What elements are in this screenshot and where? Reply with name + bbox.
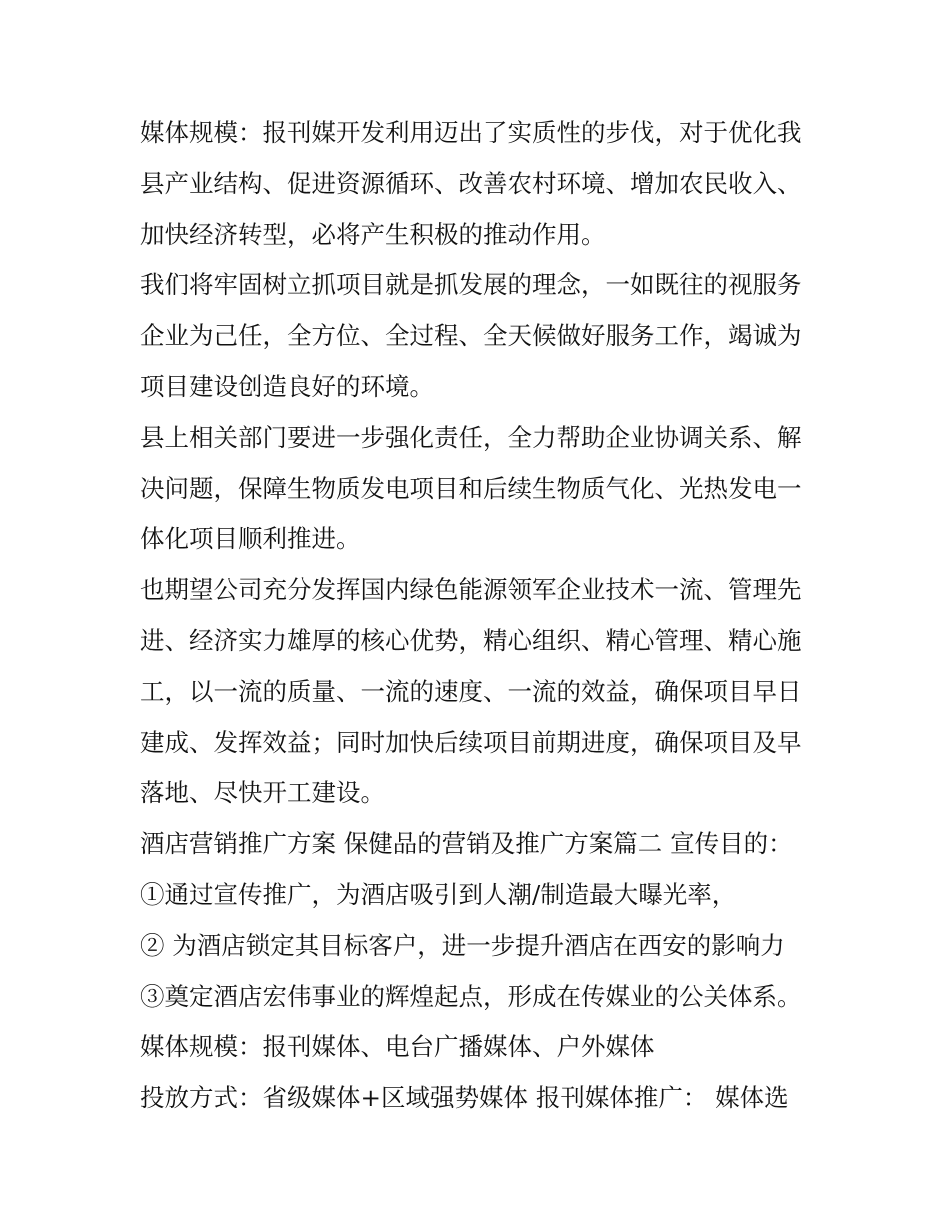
paragraph <box>140 565 820 819</box>
text-line: ③奠定酒店宏伟事业的辉煌起点，形成在传媒业的公关体系。 <box>140 981 802 1011</box>
text-line: 体化项目顺利推进。 <box>140 524 361 554</box>
document-body <box>140 108 820 1124</box>
text-line: 决问题，保障生物质发电项目和后续生物质气化、光热发电一 <box>140 473 802 503</box>
paragraph <box>140 1022 820 1073</box>
paragraph <box>140 1073 820 1124</box>
paragraph <box>140 972 820 1023</box>
paragraph <box>140 921 820 972</box>
text-line: 建成、发挥效益；同时加快后续项目前期进度，确保项目及早 <box>140 727 802 757</box>
text-line: 媒体规模：报刊媒开发利用迈出了实质性的步伐，对于优化我 <box>140 118 802 147</box>
text-line: 项目建设创造良好的环境。 <box>140 371 434 401</box>
text-line: 加快经济转型，必将产生积极的推动作用。 <box>140 219 606 249</box>
paragraph <box>140 260 820 412</box>
text-line: 工，以一流的质量、一流的速度、一流的效益，确保项目早日 <box>140 676 802 706</box>
text-line: 也期望公司充分发挥国内绿色能源领军企业技术一流、管理先 <box>140 575 802 605</box>
text-line: 我们将牢固树立抓项目就是抓发展的理念，一如既往的视服务 <box>140 270 802 300</box>
text-line: 酒店营销推广方案 保健品的营销及推广方案篇二 宣传目的： <box>140 829 793 859</box>
text-line: 县上相关部门要进一步强化责任，全力帮助企业协调关系、解 <box>140 422 802 452</box>
text-line: 落地、尽快开工建设。 <box>140 778 385 808</box>
paragraph <box>140 870 820 921</box>
text-line: ② 为酒店锁定其目标客户，进一步提升酒店在西安的影响力 <box>140 930 785 960</box>
paragraph <box>140 108 820 260</box>
paragraph <box>140 819 820 870</box>
text-line: 企业为己任，全方位、全过程、全天候做好服务工作，竭诚为 <box>140 321 802 351</box>
text-line: 媒体规模：报刊媒体、电台广播媒体、户外媒体 <box>140 1032 655 1062</box>
text-line: ①通过宣传推广，为酒店吸引到人潮/制造最大曝光率， <box>140 879 737 909</box>
text-line: 投放方式：省级媒体+区域强势媒体 报刊媒体推广： 媒体选 <box>140 1083 789 1113</box>
text-line: 进、经济实力雄厚的核心优势，精心组织、精心管理、精心施 <box>140 625 802 655</box>
text-line: 县产业结构、促进资源循环、改善农村环境、增加农民收入、 <box>140 168 802 198</box>
paragraph <box>140 413 820 565</box>
